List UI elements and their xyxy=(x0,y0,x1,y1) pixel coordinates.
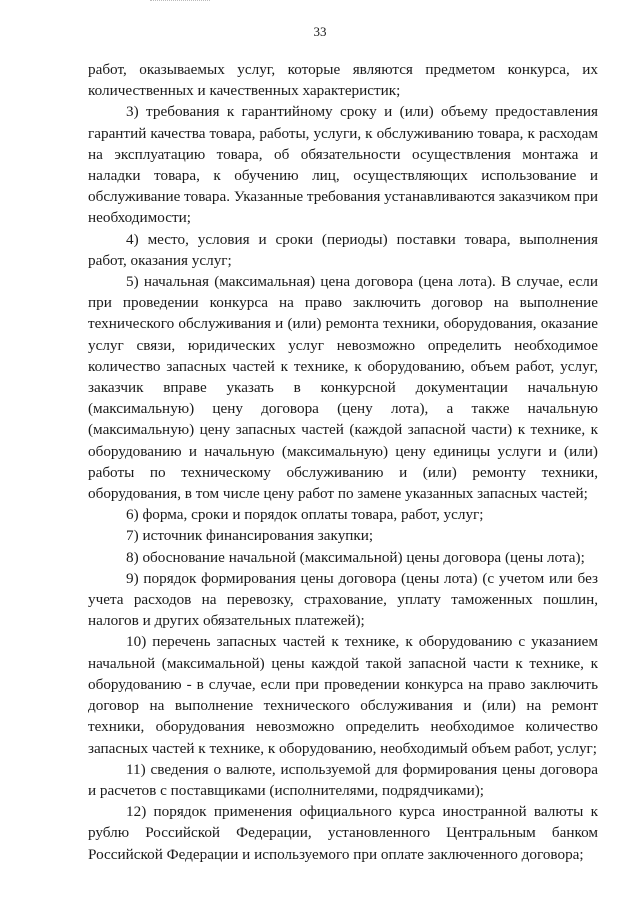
paragraph-item-7: 7) источник финансирования закупки; xyxy=(126,527,374,545)
page-number: 33 xyxy=(313,24,327,39)
paragraph-item-11: 11) сведения о валюте, используемой для формирования цены договора и расчетов с поставщиками (исполнителями, подрядчиками); xyxy=(88,760,598,799)
scan-artifact xyxy=(150,0,210,3)
paragraph-item-9: 9) порядок формирования цены договора (цены лота) (с учетом или без учета расходов на перевозку, страхование, уплату таможенных пошлин, налогов и других обязательных платежей); xyxy=(88,569,598,630)
paragraph-item-12: 12) порядок применения официального курса иностранной валюты к рублю Российской Федерации, установленного Центральным банком Российской Федерации и используемого при оплате заключенного договора; xyxy=(88,803,598,863)
document-body xyxy=(88,59,598,865)
paragraph-item-8: 8) обоснование начальной (максимальной) цены договора (цены лота); xyxy=(126,548,585,566)
paragraph-item-5: 5) начальная (максимальная) цена договора (цена лота). В случае, если при проведении конкурса на право заключить договор на выполнение технического обслуживания и (или) ремонта техники, оборудования, оказание услуг связи, юридических услуг невозможно определить необходимое количество запасных частей к технике, к оборудованию, объем работ, услуг, заказчик вправе указать в конкурсной документации начальную (максимальную) цену договора (цену лота), а также начальную (максимальную) цену запасных частей (каждой запасной части) к технике, к оборудованию и начальную (максимальную) цену единицы услуги и (или) работы по техническому обслуживанию и (или) ремонту техники, оборудования, в том числе цену работ по замене указанных запасных частей; xyxy=(88,273,598,503)
paragraph-item-10: 10) перечень запасных частей к технике, к оборудованию с указанием начальной (максимальной) цены каждой такой запасной части к технике, к оборудованию - в случае, если при проведении конкурса на право заключить договор на выполнение технического обслуживания и (или) на ремонт техники, оборудования невозможно определить необходимое количество запасных частей к технике, к оборудованию, необходимый объем работ, услуг; xyxy=(88,633,598,757)
paragraph-item-3: 3) требования к гарантийному сроку и (или) объему предоставления гарантий качества товара, работы, услуги, к обслуживанию товара, к расходам на эксплуатацию товара, об обязательности осуществления монтажа и наладки товара, к обучению лиц, осуществляющих использование и обслуживание товара. Указанные требования устанавливаются заказчиком при необходимости; xyxy=(88,103,599,227)
paragraph-item-4: 4) место, условия и сроки (периоды) поставки товара, выполнения работ, оказания услуг; xyxy=(88,230,598,269)
paragraph-item-6: 6) форма, сроки и порядок оплаты товара, работ, услуг; xyxy=(126,506,484,524)
paragraph-continuation: работ, оказываемых услуг, которые являются предметом конкурса, их количественных и качественных характеристик; xyxy=(88,61,598,100)
